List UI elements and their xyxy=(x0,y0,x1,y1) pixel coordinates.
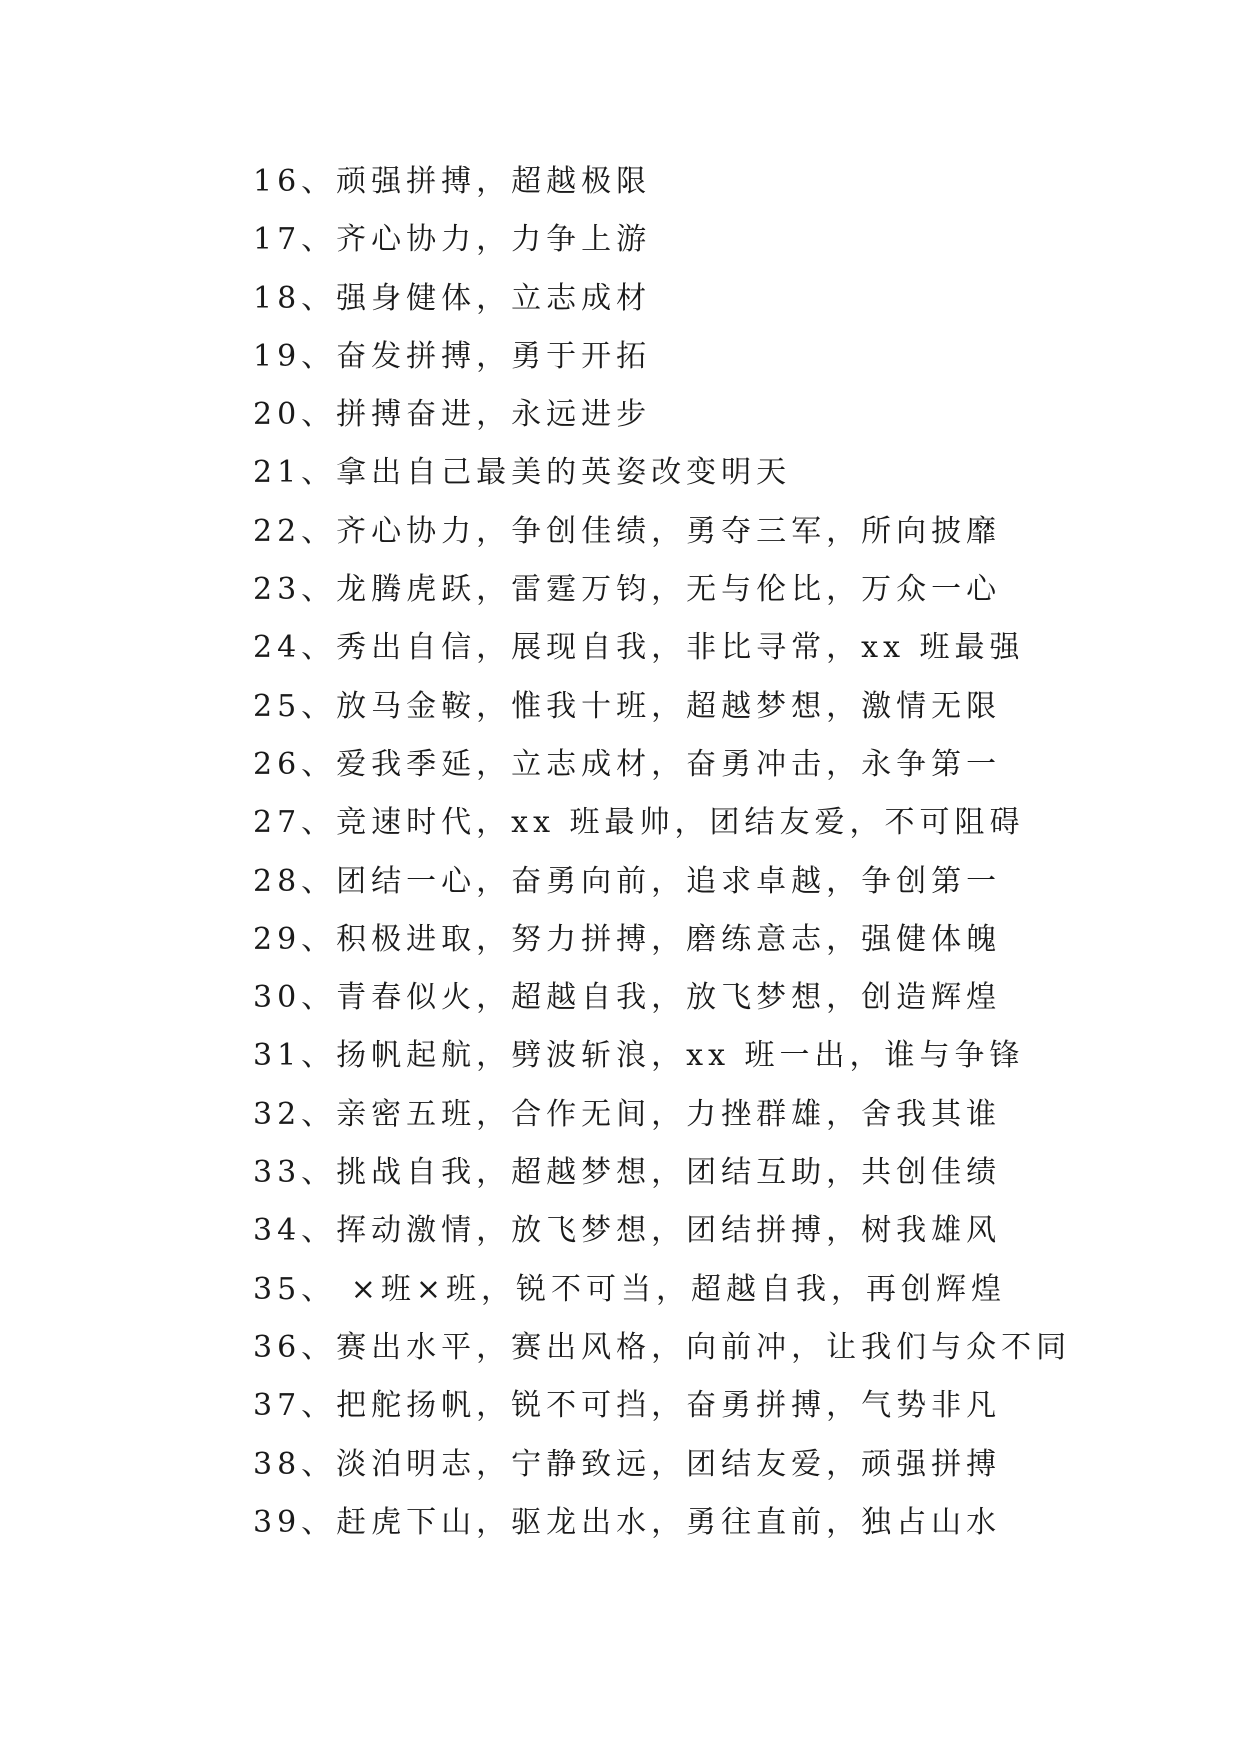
slogan-item: 33、挑战自我，超越梦想，团结互助，共创佳绩 xyxy=(253,1155,1002,1191)
slogan-item: 30、青春似火，超越自我，放飞梦想，创造辉煌 xyxy=(253,980,1002,1016)
slogan-item: 39、赶虎下山，驱龙出水，勇往直前，独占山水 xyxy=(253,1504,1002,1540)
slogan-item: 21、拿出自己最美的英姿改变明天 xyxy=(253,455,792,491)
slogan-item: 22、齐心协力，争创佳绩，勇夺三军，所向披靡 xyxy=(253,513,1002,549)
slogan-item: 36、赛出水平，赛出风格，向前冲，让我们与众不同 xyxy=(253,1329,1072,1365)
slogan-item: 28、团结一心，奋勇向前，追求卓越，争创第一 xyxy=(253,863,1002,899)
slogan-item: 34、挥动激情，放飞梦想，团结拼搏，树我雄风 xyxy=(253,1213,1002,1249)
slogan-item: 27、竞速时代，xx 班最帅，团结友爱，不可阻碍 xyxy=(253,805,1025,841)
slogan-item: 29、积极进取，努力拼搏，磨练意志，强健体魄 xyxy=(253,921,1002,957)
slogan-item: 26、爱我季延，立志成材，奋勇冲击，永争第一 xyxy=(253,746,1002,782)
slogan-item: 25、放马金鞍，惟我十班，超越梦想，激情无限 xyxy=(253,688,1002,724)
slogan-item: 19、奋发拼搏，勇于开拓 xyxy=(253,338,652,374)
slogan-item: 35、 ×班×班，锐不可当，超越自我，再创辉煌 xyxy=(253,1271,1006,1307)
slogan-item: 16、顽强拼搏，超越极限 xyxy=(253,164,652,199)
slogan-item: 17、齐心协力，力争上游 xyxy=(253,222,652,258)
slogan-item: 32、亲密五班，合作无间，力挫群雄，舍我其谁 xyxy=(253,1096,1002,1132)
slogan-list xyxy=(253,160,1071,1559)
slogan-item: 37、把舵扬帆，锐不可挡，奋勇拼搏，气势非凡 xyxy=(253,1388,1002,1424)
slogan-item: 38、淡泊明志，宁静致远，团结友爱，顽强拼搏 xyxy=(253,1446,1002,1482)
slogan-item: 23、龙腾虎跃，雷霆万钧，无与伦比，万众一心 xyxy=(253,572,1002,608)
slogan-item: 18、强身健体，立志成材 xyxy=(253,280,652,316)
slogan-item: 31、扬帆起航，劈波斩浪，xx 班一出，谁与争锋 xyxy=(253,1038,1025,1074)
slogan-item: 24、秀出自信，展现自我，非比寻常，xx 班最强 xyxy=(253,630,1025,666)
slogan-item: 20、拼搏奋进，永远进步 xyxy=(253,397,652,433)
